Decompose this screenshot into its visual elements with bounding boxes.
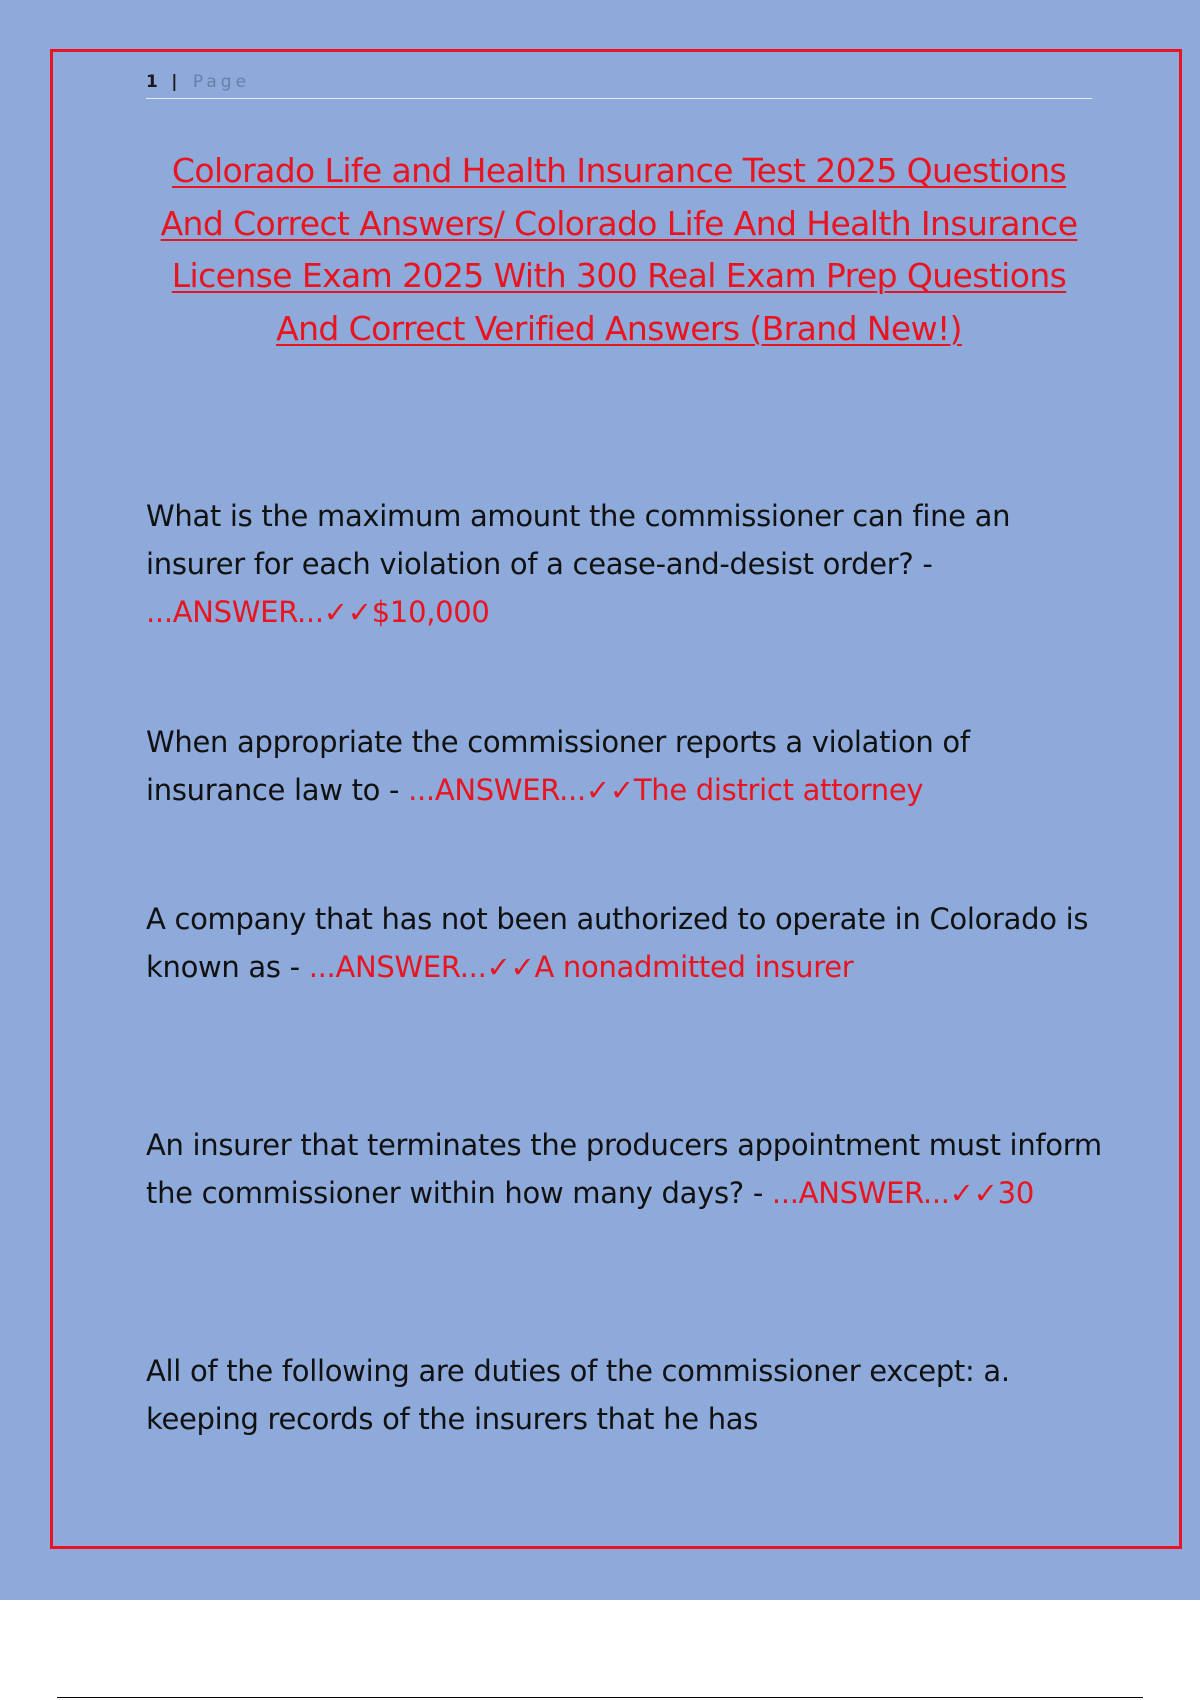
- page-separator: |: [171, 72, 182, 92]
- answer-text: ...ANSWER...✓✓A nonadmitted insurer: [308, 950, 854, 984]
- page-label: Page: [192, 72, 251, 92]
- document-title: Colorado Life and Health Insurance Test 2025 Questions And Correct Answers/ Colorado Life And Health Insurance License Exam 2025 With 300 Real Exam Prep Questions And Correct Verified Answers (Brand New!): [160, 151, 1078, 348]
- question-item: [146, 895, 1106, 991]
- footer-divider: [57, 1697, 1143, 1698]
- question-text: A company that has not been authorized to operate in Colorado is known as -: [146, 902, 1089, 984]
- answer-text: ...ANSWER...✓✓$10,000: [146, 595, 490, 629]
- answer-text: ...ANSWER...✓✓The district attorney: [408, 773, 924, 807]
- answer-text: ...ANSWER...✓✓30: [771, 1176, 1034, 1210]
- question-item: [146, 1347, 1106, 1443]
- question-text: What is the maximum amount the commissioner can fine an insurer for each violation of a cease-and-desist order? -: [146, 499, 1011, 581]
- question-item: [146, 718, 1106, 814]
- page-number: 1: [146, 72, 160, 92]
- question-item: [146, 1121, 1106, 1217]
- question-text: All of the following are duties of the commissioner except: a. keeping records of the insurers that he has: [146, 1354, 1010, 1436]
- question-item: [146, 492, 1106, 636]
- question-text: When appropriate the commissioner reports a violation of insurance law to -: [146, 725, 970, 807]
- page-header: [146, 72, 1092, 99]
- question-text: An insurer that terminates the producers appointment must inform the commissioner within how many days? -: [146, 1128, 1102, 1210]
